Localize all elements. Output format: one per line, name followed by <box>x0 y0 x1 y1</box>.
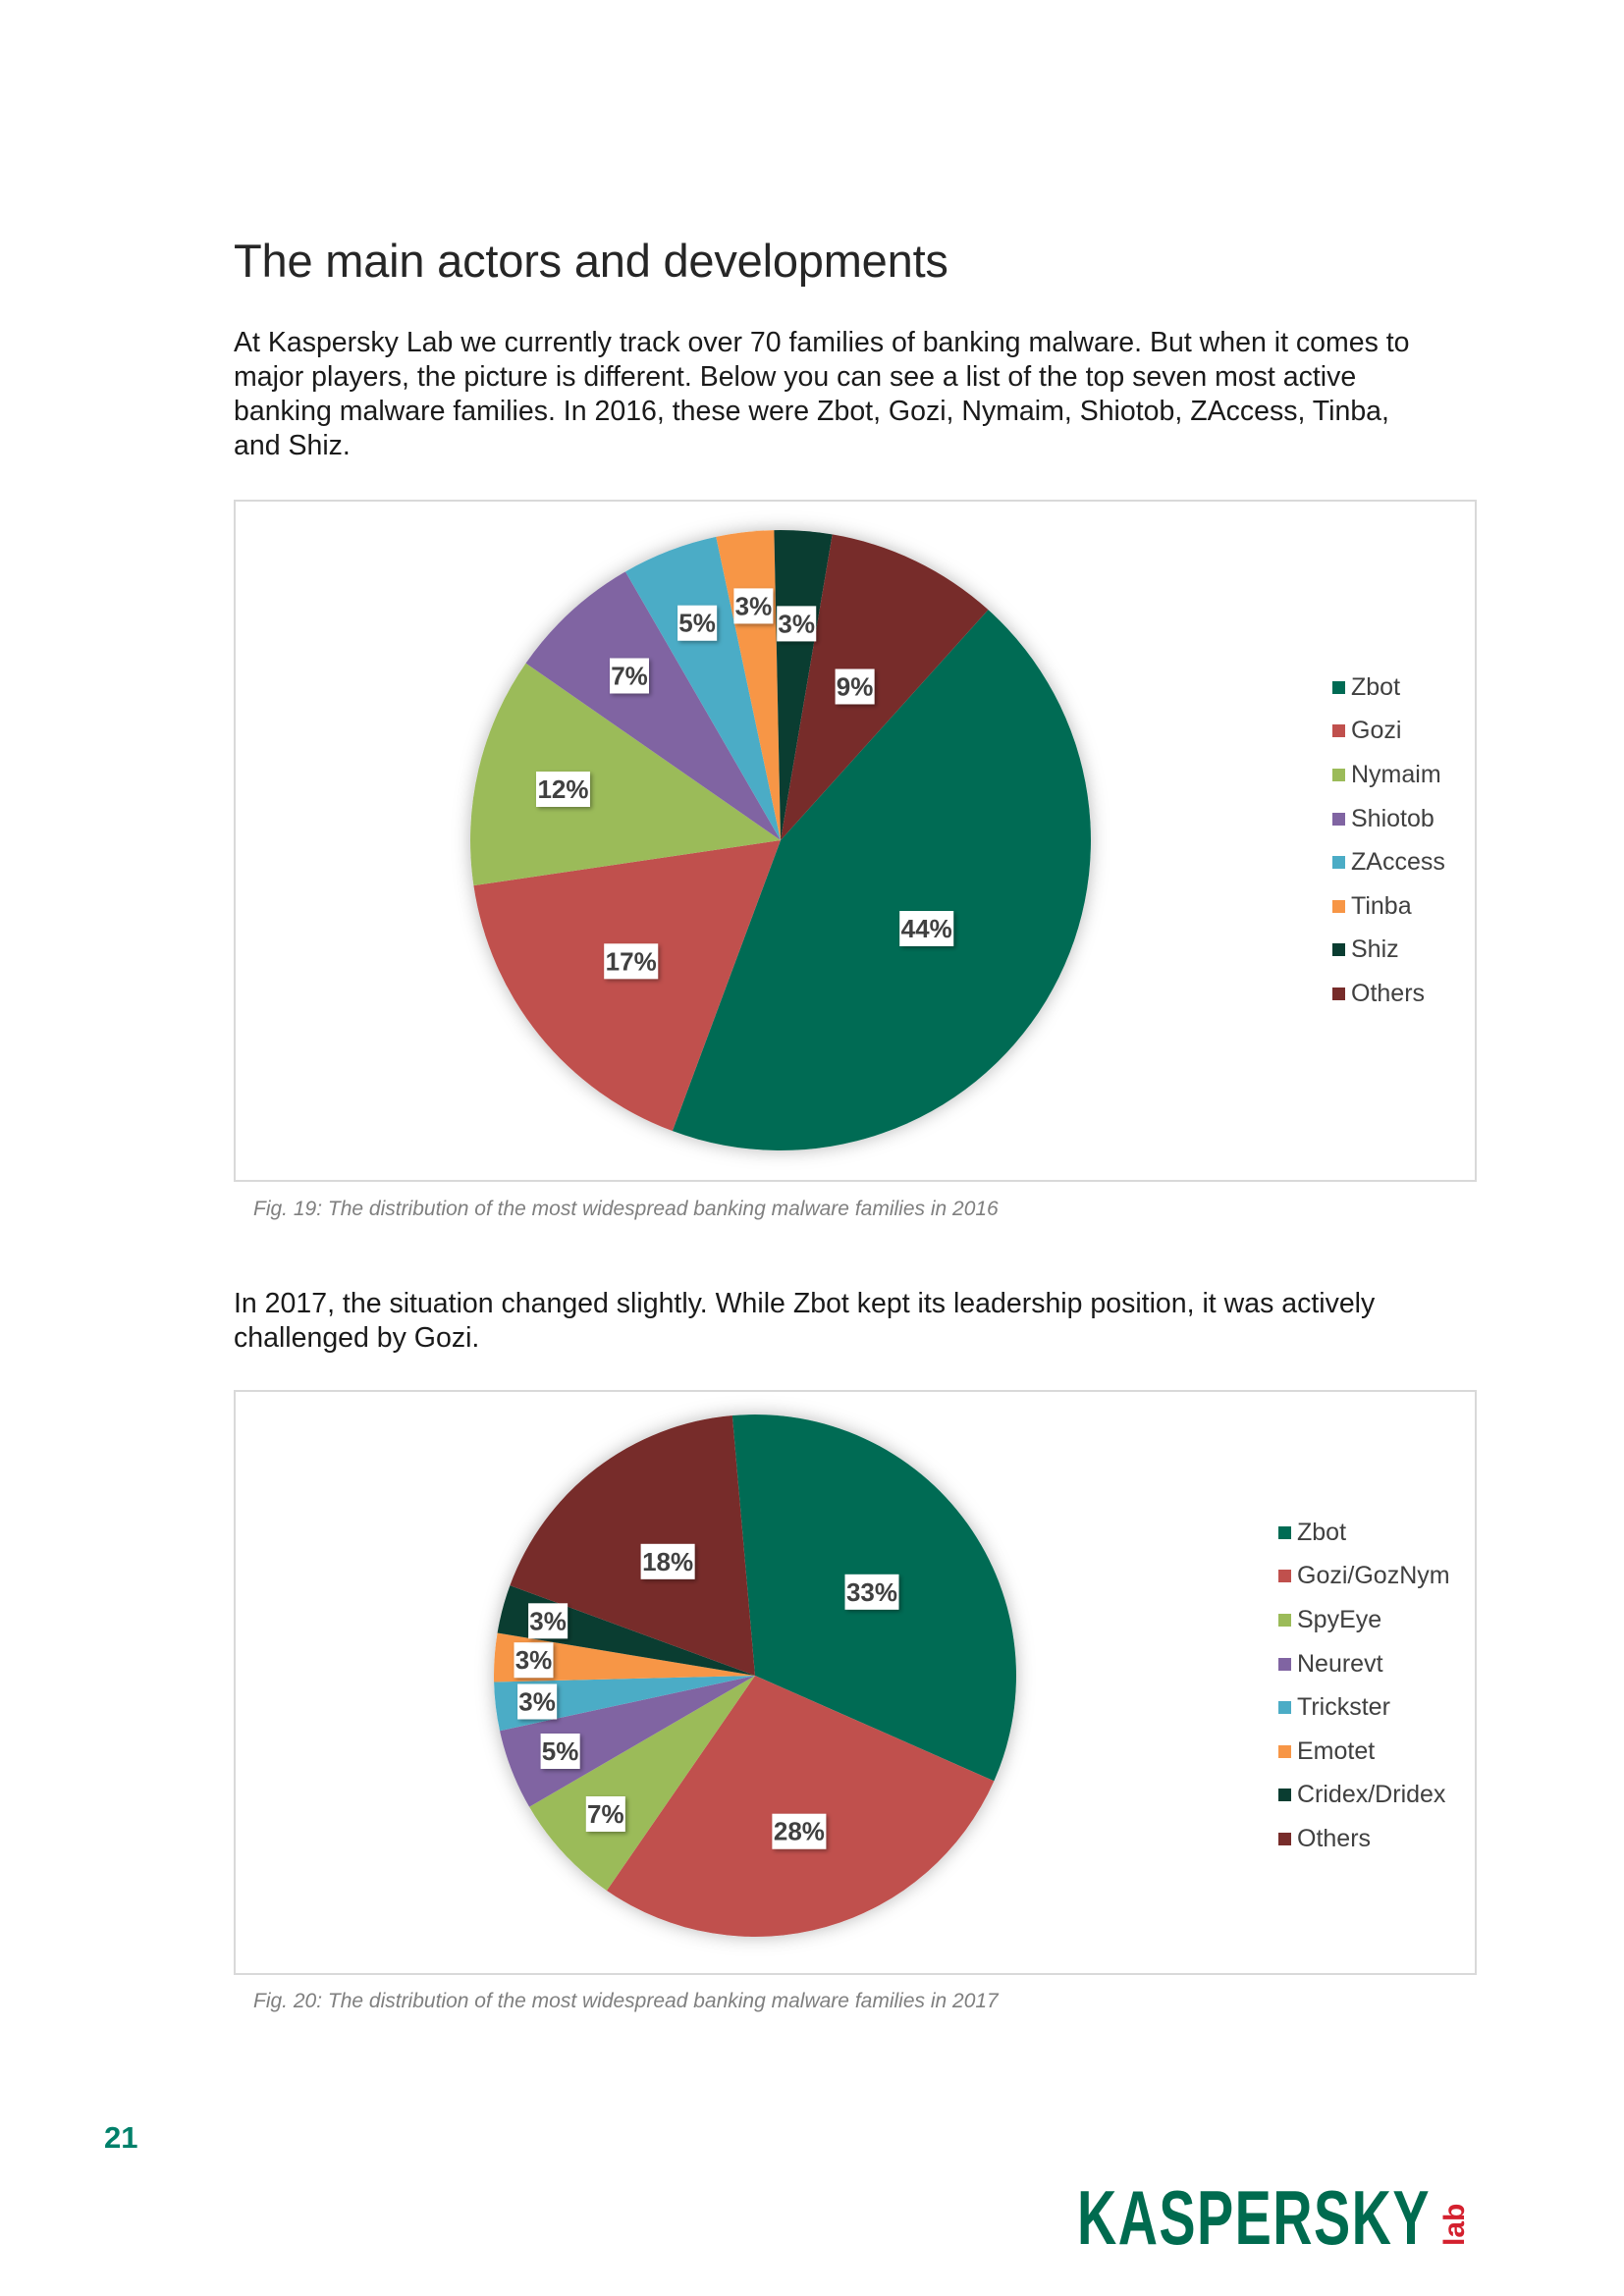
paragraph-2017: In 2017, the situation changed slightly. While Zbot kept its leadership position, it was actively challenged by Gozi. <box>234 1288 1376 1354</box>
data-label-neurevt <box>541 1734 580 1769</box>
data-label-others <box>836 669 875 705</box>
data-label-gozi <box>604 943 658 979</box>
legend-item <box>1332 666 1445 710</box>
svg-text:33%: 33% <box>845 1576 898 1607</box>
legend-item <box>1278 1642 1450 1686</box>
legend-label: Shiotob <box>1351 804 1435 832</box>
svg-text:7%: 7% <box>587 1799 624 1829</box>
legend-item <box>1332 710 1445 754</box>
legend-item <box>1332 753 1445 797</box>
svg-text:3%: 3% <box>529 1606 567 1636</box>
data-label-tinba <box>733 588 773 623</box>
legend-label: Gozi/GozNym <box>1297 1562 1450 1590</box>
legend-item <box>1332 797 1445 841</box>
legend-item <box>1332 884 1445 929</box>
data-label-others <box>641 1544 695 1579</box>
legend-label: Zbot <box>1351 672 1401 701</box>
svg-text:3%: 3% <box>514 1645 553 1676</box>
legend-item <box>1278 1685 1450 1730</box>
data-label-gozi-goznym <box>772 1814 826 1849</box>
legend-swatch <box>1332 900 1345 913</box>
legend-item <box>1332 929 1445 973</box>
legend-item <box>1332 972 1445 1016</box>
data-label-cridex-dridex <box>528 1603 568 1638</box>
legend-label: Gozi <box>1351 717 1402 745</box>
legend-swatch <box>1278 1570 1291 1582</box>
legend-2016 <box>1332 666 1445 1016</box>
legend-swatch <box>1332 943 1345 956</box>
legend-swatch <box>1278 1745 1291 1758</box>
svg-text:9%: 9% <box>836 671 874 702</box>
data-label-shiotob <box>610 659 649 694</box>
legend-item <box>1278 1598 1450 1642</box>
figure-caption-2016: Fig. 19: The distribution of the most widespread banking malware families in 2016 <box>253 1198 999 1220</box>
svg-text:5%: 5% <box>678 608 716 638</box>
legend-label: Cridex/Dridex <box>1297 1781 1446 1809</box>
kaspersky-lab-logo <box>1077 2165 1489 2264</box>
legend-item <box>1278 1555 1450 1599</box>
logo-suffix: lab <box>1438 2203 1471 2246</box>
intro-paragraph: At Kaspersky Lab we currently track over 70 families of banking malware. But when it comes to major players, the picture is different. Below you can see a list of the top seven most active banking malware families. In 2016, these were Zbot, Gozi, Nymaim, Shiotob, ZAccess, Tinba, and Shiz. <box>234 327 1410 461</box>
data-label-trickster <box>517 1684 557 1720</box>
legend-label: Tinba <box>1351 891 1412 920</box>
legend-label: Neurevt <box>1297 1649 1383 1678</box>
legend-item <box>1278 1774 1450 1818</box>
data-label-nymaim <box>536 772 590 807</box>
legend-label: Nymaim <box>1351 760 1441 788</box>
data-label-emotet <box>514 1642 554 1678</box>
svg-text:17%: 17% <box>605 946 657 977</box>
svg-text:3%: 3% <box>518 1686 556 1717</box>
legend-swatch <box>1278 1614 1291 1627</box>
legend-swatch <box>1332 988 1345 1000</box>
data-label-shiz <box>777 606 816 641</box>
legend-swatch <box>1332 681 1345 694</box>
logo-wordmark: KASPERSKY <box>1077 2174 1431 2261</box>
data-label-zbot <box>845 1575 899 1610</box>
legend-item <box>1332 840 1445 884</box>
legend-swatch <box>1332 813 1345 826</box>
legend-item <box>1278 1730 1450 1774</box>
legend-swatch <box>1278 1789 1291 1801</box>
legend-item <box>1278 1817 1450 1861</box>
pie-chart-2016 <box>236 502 1475 1180</box>
legend-label: SpyEye <box>1297 1605 1382 1633</box>
legend-label: Emotet <box>1297 1736 1376 1765</box>
legend-label: Others <box>1351 979 1426 1007</box>
svg-text:7%: 7% <box>611 661 648 691</box>
svg-text:3%: 3% <box>734 591 773 621</box>
legend-swatch <box>1278 1526 1291 1539</box>
legend-label: Trickster <box>1297 1693 1390 1722</box>
legend-label: Shiz <box>1351 935 1399 964</box>
legend-item <box>1278 1511 1450 1555</box>
legend-swatch <box>1278 1658 1291 1671</box>
legend-label: Zbot <box>1297 1518 1347 1546</box>
legend-label: Others <box>1297 1824 1372 1852</box>
page-title: The main actors and developments <box>234 235 948 287</box>
data-label-zaccess <box>677 606 717 641</box>
legend-swatch <box>1278 1701 1291 1714</box>
svg-text:5%: 5% <box>541 1736 579 1766</box>
svg-text:44%: 44% <box>900 914 952 943</box>
legend-swatch <box>1332 724 1345 737</box>
data-label-zbot <box>899 911 953 946</box>
data-label-spyeye <box>586 1796 625 1832</box>
legend-swatch <box>1278 1833 1291 1845</box>
chart-2016 <box>234 500 1477 1182</box>
figure-caption-2017: Fig. 20: The distribution of the most widespread banking malware families in 2017 <box>253 1990 999 2012</box>
page-number: 21 <box>104 2120 138 2155</box>
chart-2017 <box>234 1390 1477 1975</box>
legend-swatch <box>1332 856 1345 869</box>
legend-label: ZAccess <box>1351 848 1445 877</box>
legend-swatch <box>1332 769 1345 781</box>
svg-text:3%: 3% <box>778 609 815 639</box>
legend-2017 <box>1278 1511 1450 1861</box>
svg-text:18%: 18% <box>642 1546 694 1576</box>
svg-text:12%: 12% <box>537 774 589 804</box>
svg-text:28%: 28% <box>773 1816 825 1846</box>
